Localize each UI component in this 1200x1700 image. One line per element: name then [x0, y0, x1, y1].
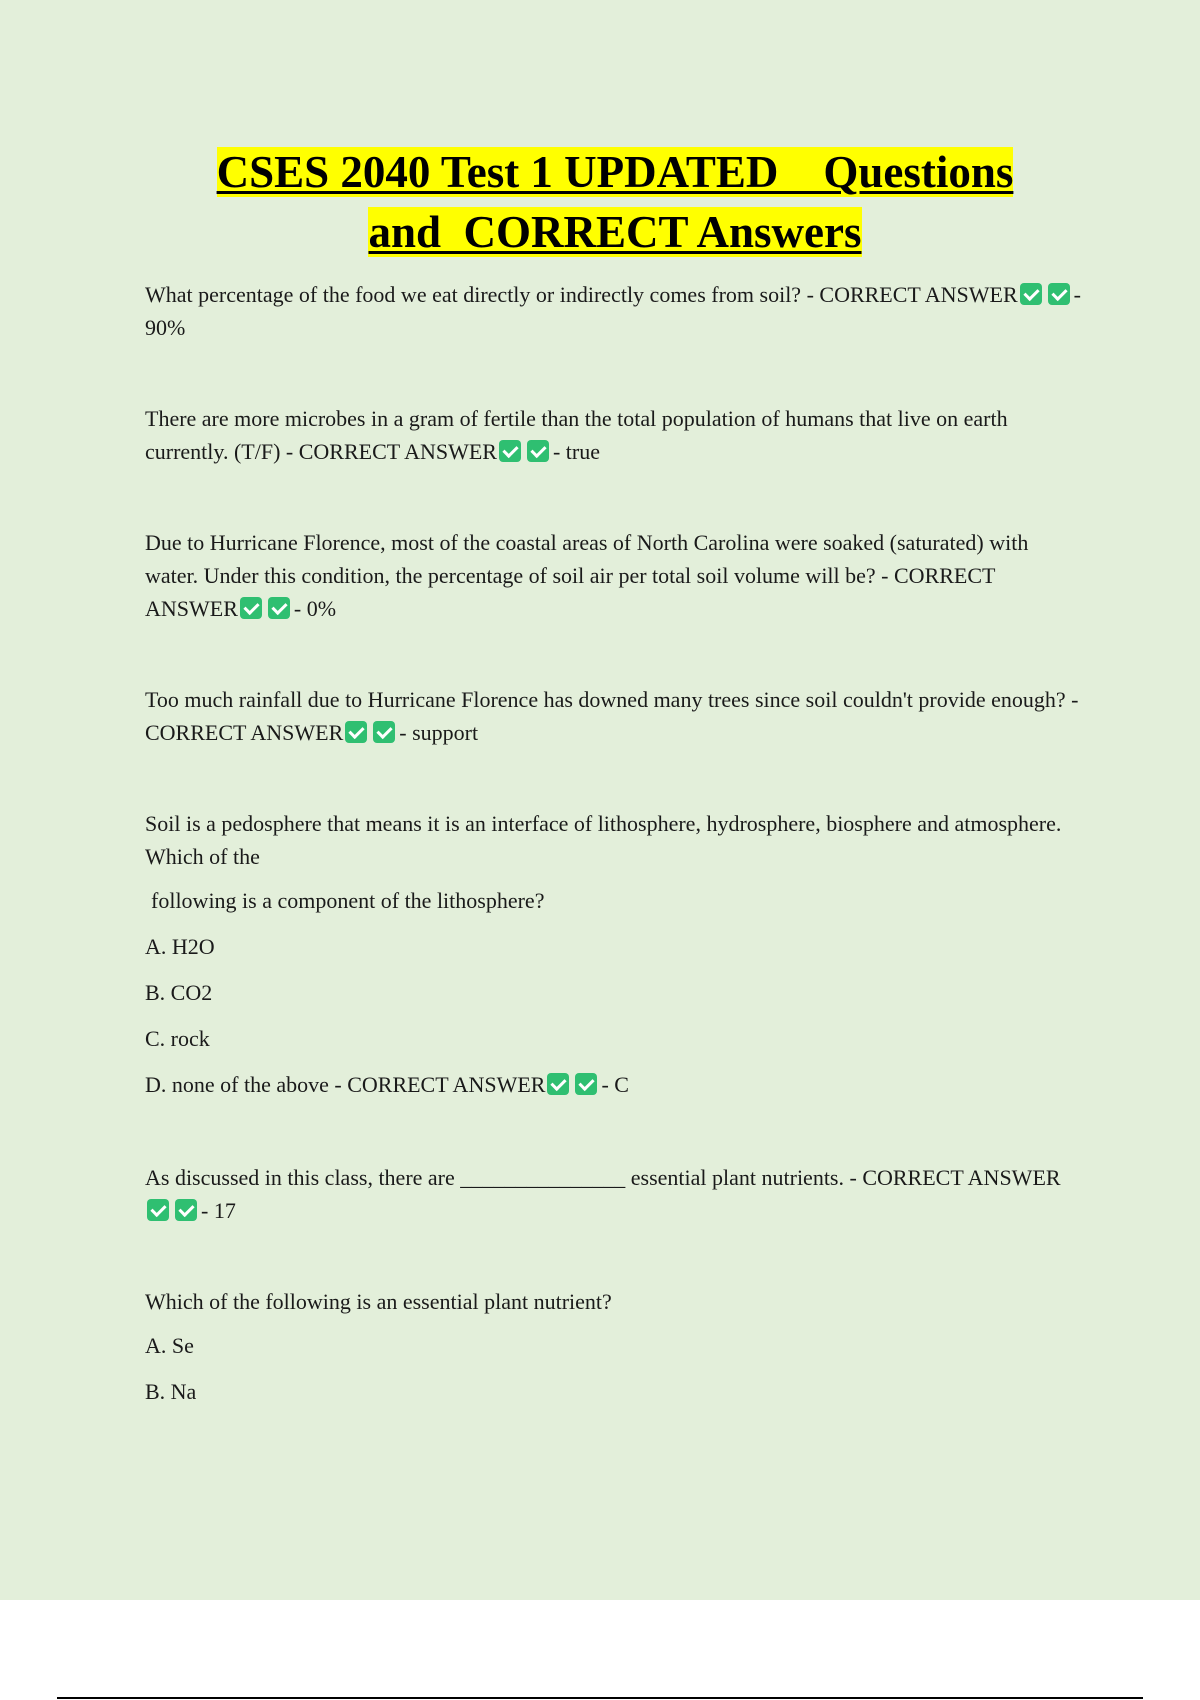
check-box-icon: [1048, 283, 1070, 305]
option-a: A. H2O: [145, 934, 215, 959]
question-text: Soil is a pedosphere that means it is an interface of lithosphere, hydrosphere, biosphere and atmosphere. Which of the: [145, 811, 1062, 869]
option-a: A. Se: [145, 1333, 194, 1358]
check-box-icon: [268, 597, 290, 619]
check-box-icon: [527, 440, 549, 462]
question-item: [145, 1285, 1085, 1410]
answer-text: - C: [601, 1072, 629, 1097]
check-box-icon: [547, 1073, 569, 1095]
question-item: [145, 526, 1085, 625]
answer-text: - true: [552, 439, 601, 464]
title-line-1: CSES 2040 Test 1 UPDATED Questions: [216, 147, 1014, 197]
question-list: [145, 278, 1085, 1468]
question-text: Too much rainfall due to Hurricane Florence has downed many trees since soil couldn't provide enough? - CORRECT ANSWER - support: [145, 687, 1079, 745]
question-text: As discussed in this class, there are _______________ essential plant nutrients. - CORRECT ANSWER- 17: [145, 1165, 1061, 1223]
document-title: [120, 142, 1110, 262]
question-text: Due to Hurricane Florence, most of the coastal areas of North Carolina were soaked (saturated) with water. Under this condition, the percentage of soil air per total soil volume will be? - CORRECT ANSWER - 0%: [145, 530, 1029, 621]
option-b: B. Na: [145, 1379, 197, 1404]
option-b: B. CO2: [145, 980, 213, 1005]
check-box-icon: [373, 721, 395, 743]
question-text: Which of the following is an essential plant nutrient?: [145, 1289, 612, 1314]
question-item: [145, 683, 1085, 749]
check-box-icon: [147, 1199, 169, 1221]
check-box-icon: [240, 597, 262, 619]
answer-text: - 90%: [145, 282, 1081, 340]
question-text: There are more microbes in a gram of fertile than the total population of humans that live on earth currently. (T/F) - CORRECT ANSWER - true: [145, 406, 1008, 464]
answer-text: - support: [399, 720, 479, 745]
question-item: [145, 278, 1085, 344]
check-box-icon: [499, 440, 521, 462]
option-d: D. none of the above - CORRECT ANSWER - C: [145, 1072, 629, 1097]
check-box-icon: [575, 1073, 597, 1095]
question-text-continued: following is a component of the lithosphere?: [151, 888, 545, 913]
title-line-2: and CORRECT Answers: [368, 207, 862, 257]
check-box-icon: [175, 1199, 197, 1221]
check-box-icon: [345, 721, 367, 743]
footer-divider: [57, 1697, 1143, 1699]
question-item: [145, 1161, 1085, 1227]
option-c: C. rock: [145, 1026, 210, 1051]
check-box-icon: [1020, 283, 1042, 305]
question-item: [145, 402, 1085, 468]
question-text: What percentage of the food we eat directly or indirectly comes from soil? - CORRECT ANSWER - 90%: [145, 282, 1081, 340]
answer-text: - 0%: [293, 596, 337, 621]
question-item: [145, 807, 1085, 1103]
answer-text: - 17: [201, 1198, 236, 1223]
